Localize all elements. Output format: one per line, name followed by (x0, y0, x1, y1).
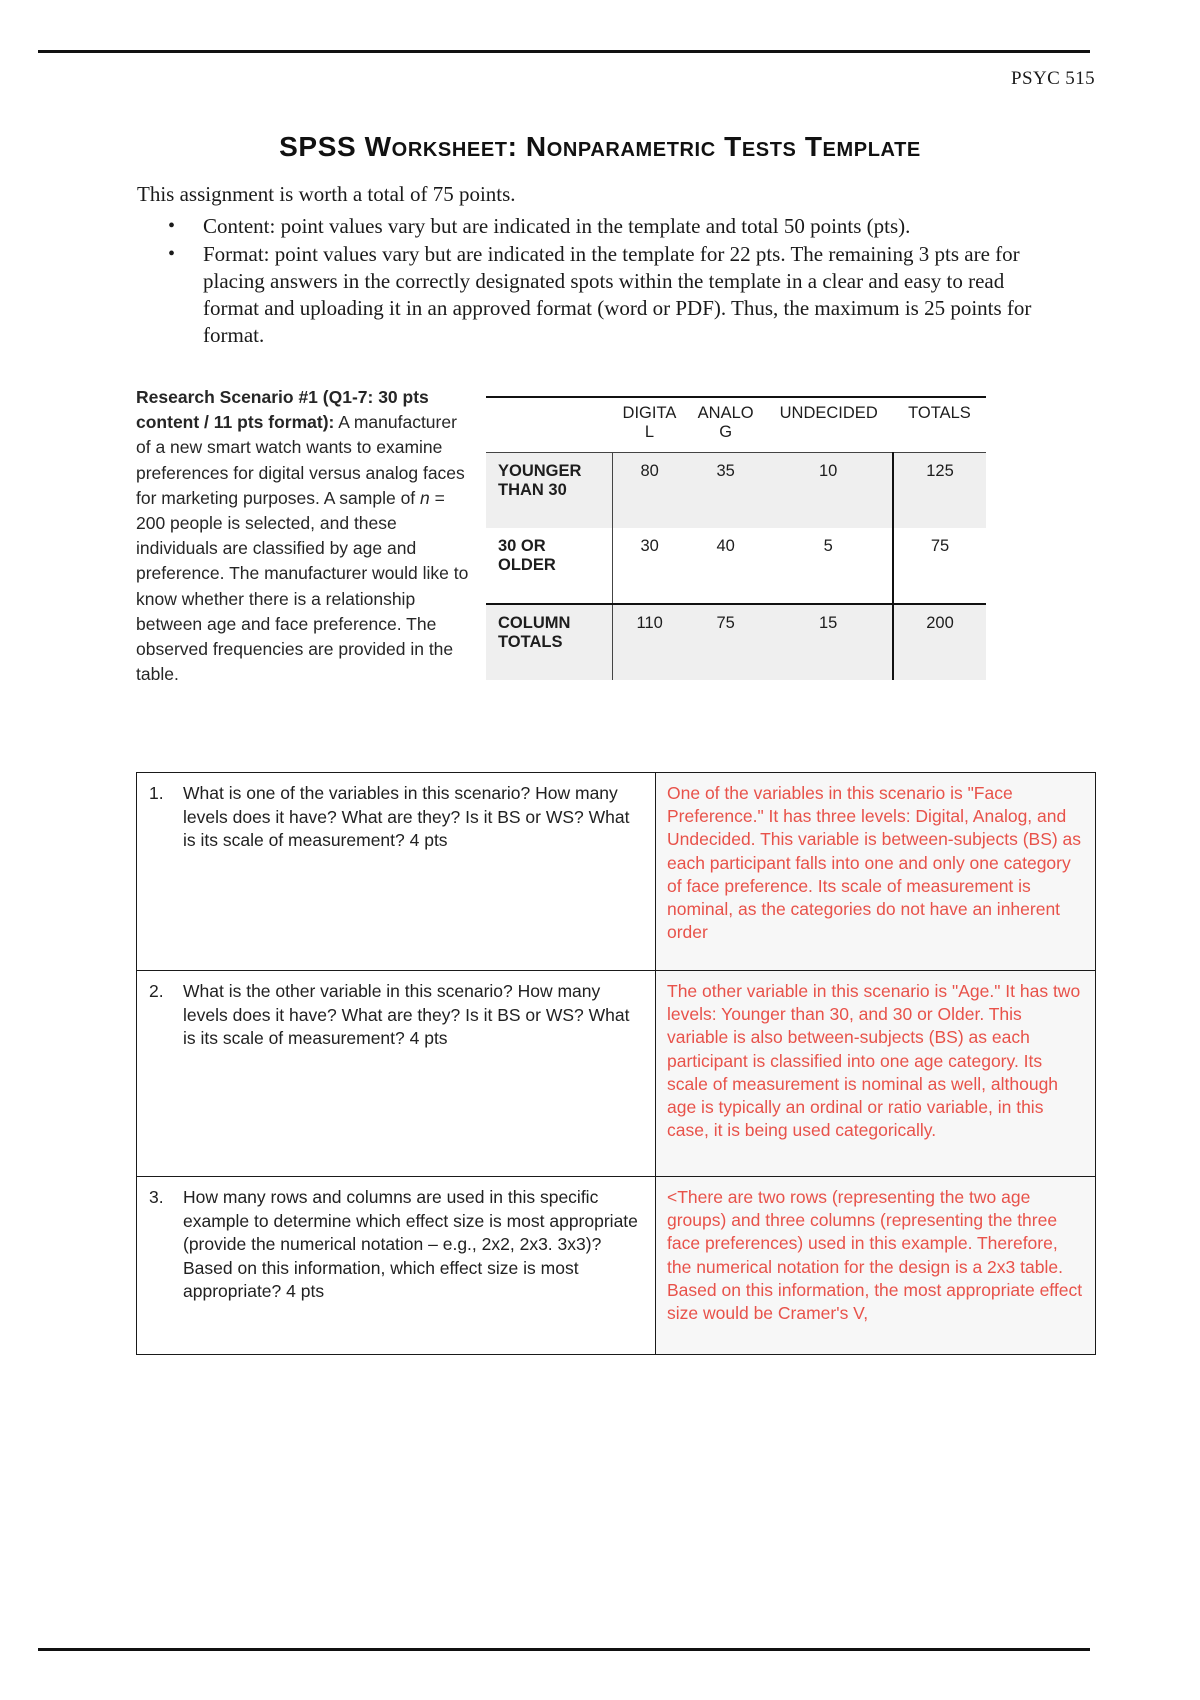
freq-row-label-column-totals (486, 604, 612, 680)
course-code-header: PSYC 515 (1011, 68, 1095, 89)
question-text-1: What is one of the variables in this scenario? How many levels does it have? What are they? Is it BS or WS? What is its scale of measurement? 4 pts (183, 783, 630, 850)
question-cell-2 (137, 971, 656, 1177)
question-cell-1 (137, 773, 656, 971)
freq-cell-total-analog: 75 (687, 604, 765, 680)
row-label-line2: OLDER (498, 556, 556, 574)
freq-cell-younger-digital: 80 (612, 453, 687, 529)
question-cell-3 (137, 1177, 656, 1355)
table-row (137, 971, 1096, 1177)
page-title: SPSS Worksheet: Nonparametric Tests Template (279, 131, 921, 162)
table-row (137, 773, 1096, 971)
question-text-3: How many rows and columns are used in this specific example to determine which effect size is most appropriate (provide the numerical notation – e.g., 2x2, 2x3. 3x3)? Based on this information, which effect size is most appropriate? 4 pts (183, 1187, 638, 1301)
col-header-line2: L (644, 423, 655, 441)
answer-cell-3[interactable]: <There are two rows (representing the two age groups) and three columns (representing the three face preferences) used in this example. Therefore, the numerical notation for the design is a 2x3 table. Based on this information, the most appropriate effect size would be Cramer's V, (656, 1177, 1096, 1355)
col-header-line1: ANALO (697, 404, 754, 422)
freq-cell-grand-total: 200 (893, 604, 986, 680)
list-item (160, 241, 1040, 349)
freq-table-head (486, 397, 986, 453)
freq-col-header-digital (612, 397, 687, 453)
grading-bullet-list (160, 213, 1040, 350)
bullet-text-format: Format: point values vary but are indicated in the template for 22 pts. The remaining 3 pts are for placing answers in the correctly designated spots within the template in a clear and easy to read format and uploading it in an approved format (word or PDF). Thus, the maximum is 25 points for format. (203, 242, 1032, 347)
scenario-label: Research Scenario #1 (Q1-7: 30 pts content / 11 pts format): (136, 387, 429, 433)
freq-col-header-undecided (764, 397, 893, 453)
row-label-line2: THAN 30 (498, 481, 567, 499)
freq-col-header-analog (687, 397, 765, 453)
col-header-line1: UNDECIDED (779, 404, 878, 422)
table-row (486, 453, 986, 529)
row-label-line1: 30 OR (498, 537, 546, 555)
row-label-line2: TOTALS (498, 633, 563, 651)
list-item (160, 213, 1040, 240)
scenario-body-part1: A manufacturer of a new smart watch wants to examine preferences for digital versus analog faces for marketing purposes. A sample of (136, 412, 465, 508)
table-row (486, 528, 986, 604)
freq-table-corner-cell (486, 397, 612, 453)
freq-cell-older-undecided: 5 (823, 537, 833, 555)
bullet-text-content: Content: point values vary but are indicated in the template and total 50 points (pts). (203, 214, 911, 238)
research-scenario-paragraph (136, 385, 474, 687)
freq-cell-younger-analog: 35 (687, 453, 765, 529)
freq-col-header-totals (893, 397, 986, 453)
table-row (137, 1177, 1096, 1355)
scenario-body-part2: = 200 people is selected, and these individuals are classified by age and preference. The manufacturer would like to know whether there is a relationship between age and face preference. The observed frequencies are provided in the table. (136, 487, 469, 685)
question-number-3: 3. (149, 1187, 164, 1207)
freq-cell-older-digital: 30 (640, 537, 659, 555)
freq-cell-younger-total: 125 (893, 453, 986, 529)
table-row (486, 604, 986, 680)
answer-cell-1[interactable]: One of the variables in this scenario is "Face Preference." It has three levels: Digital, Analog, and Undecided. This variable is between-subjects (BS) as each participant falls into one and only one category of face preference. Its scale of measurement is nominal, as the categories do not have an inherent order (656, 773, 1096, 971)
freq-cell-total-digital: 110 (612, 604, 687, 680)
col-header-line1: DIGITA (622, 404, 677, 422)
freq-row-label-younger (486, 453, 612, 529)
question-number-2: 2. (149, 981, 164, 1001)
question-text-2: What is the other variable in this scenario? How many levels does it have? What are they? Is it BS or WS? What is its scale of measurement? 4 pts (183, 981, 630, 1048)
footer-rule (38, 1648, 1090, 1651)
intro-paragraph: This assignment is worth a total of 75 points. (137, 182, 516, 206)
freq-cell-older-analog: 40 (716, 537, 735, 555)
row-label-line1: COLUMN (498, 614, 571, 632)
freq-row-label-older (486, 528, 612, 604)
freq-table-body (486, 453, 986, 681)
header-rule (38, 50, 1090, 53)
row-label-line1: YOUNGER (498, 462, 582, 480)
bullet-icon: • (168, 215, 176, 237)
observed-frequencies-table (486, 396, 986, 680)
freq-cell-older-total: 75 (893, 528, 986, 604)
answer-cell-2[interactable]: The other variable in this scenario is "Age." It has two levels: Younger than 30, and 30 or Older. This variable is also between-subjects (BS) as each participant is classified into one age category. Its scale of measurement is nominal as well, although age is typically an ordinal or ratio variable, in this case, it is being used categorically. (656, 971, 1096, 1177)
col-header-line2: G (719, 423, 733, 441)
question-number-1: 1. (149, 783, 164, 803)
col-header-line1: TOTALS (908, 404, 971, 422)
freq-table-header-row (486, 397, 986, 453)
freq-cell-younger-undecided: 10 (764, 453, 893, 529)
qa-table-body (137, 773, 1096, 1355)
questions-answers-table (136, 772, 1096, 1355)
scenario-italic-n: n (420, 487, 430, 508)
bullet-icon: • (168, 243, 176, 265)
freq-cell-total-undecided: 15 (764, 604, 893, 680)
